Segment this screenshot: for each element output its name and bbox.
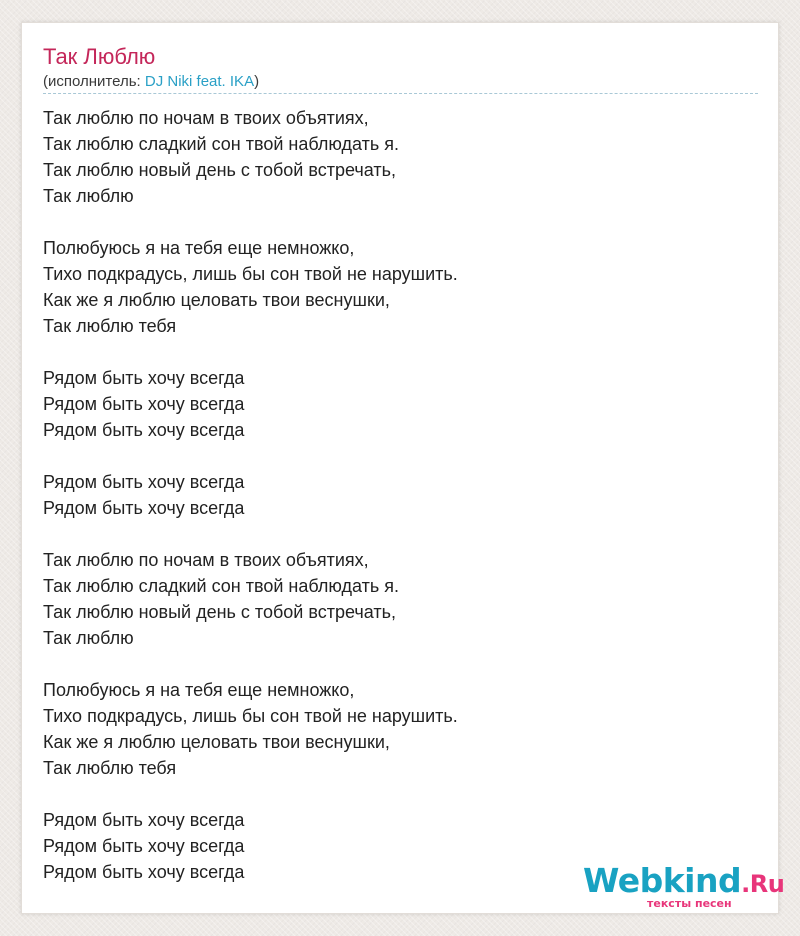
lyrics-card xyxy=(21,22,785,914)
logo-tagline: тексты песен xyxy=(647,897,732,910)
lyric-blank-line xyxy=(43,651,458,677)
lyric-line: Так люблю сладкий сон твой наблюдать я. xyxy=(43,134,399,154)
lyric-blank-line xyxy=(43,781,458,807)
logo-tld: .Ru xyxy=(741,870,785,898)
lyric-blank-line xyxy=(43,443,458,469)
logo-name: Webkind xyxy=(583,861,742,900)
lyrics-text xyxy=(43,105,458,885)
lyric-line: Так люблю новый день с тобой встречать, xyxy=(43,602,396,622)
artist-prefix: (исполнитель: xyxy=(43,73,145,90)
lyric-line: Рядом быть хочу всегда xyxy=(43,472,245,492)
song-title: Так Люблю xyxy=(43,44,156,69)
artist-link[interactable]: DJ Niki feat. IKA xyxy=(144,73,255,90)
lyric-line: Так люблю по ночам в твоих объятиях, xyxy=(43,550,369,570)
site-logo[interactable] xyxy=(583,861,783,913)
lyric-line: Рядом быть хочу всегда xyxy=(43,836,245,856)
lyric-line: Рядом быть хочу всегда xyxy=(43,862,245,882)
lyric-line: Так люблю по ночам в твоих объятиях, xyxy=(43,108,369,128)
lyric-line: Так люблю сладкий сон твой наблюдать я. xyxy=(43,576,399,596)
lyric-line: Рядом быть хочу всегда xyxy=(43,394,245,414)
lyric-blank-line xyxy=(43,209,458,235)
artist-suffix: ) xyxy=(254,73,260,90)
lyric-line: Так люблю тебя xyxy=(43,758,177,778)
lyric-line: Полюбуюсь я на тебя еще немножко, xyxy=(43,680,355,700)
lyric-line: Так люблю xyxy=(43,628,134,648)
lyric-line: Тихо подкрадусь, лишь бы сон твой не нарушить. xyxy=(43,706,458,726)
lyric-blank-line xyxy=(43,521,458,547)
lyric-line: Как же я люблю целовать твои веснушки, xyxy=(43,290,390,310)
lyric-line: Рядом быть хочу всегда xyxy=(43,368,245,388)
lyric-line: Так люблю тебя xyxy=(43,316,177,336)
lyric-line: Тихо подкрадусь, лишь бы сон твой не нарушить. xyxy=(43,264,458,284)
title-divider xyxy=(43,93,758,94)
lyric-line: Так люблю новый день с тобой встречать, xyxy=(43,160,396,180)
lyric-line: Рядом быть хочу всегда xyxy=(43,810,245,830)
lyric-blank-line xyxy=(43,339,458,365)
lyric-line: Полюбуюсь я на тебя еще немножко, xyxy=(43,238,355,258)
lyric-line: Рядом быть хочу всегда xyxy=(43,498,245,518)
lyric-line: Как же я люблю целовать твои веснушки, xyxy=(43,732,390,752)
lyric-line: Рядом быть хочу всегда xyxy=(43,420,245,440)
lyric-line: Так люблю xyxy=(43,186,134,206)
artist-line xyxy=(43,73,259,91)
